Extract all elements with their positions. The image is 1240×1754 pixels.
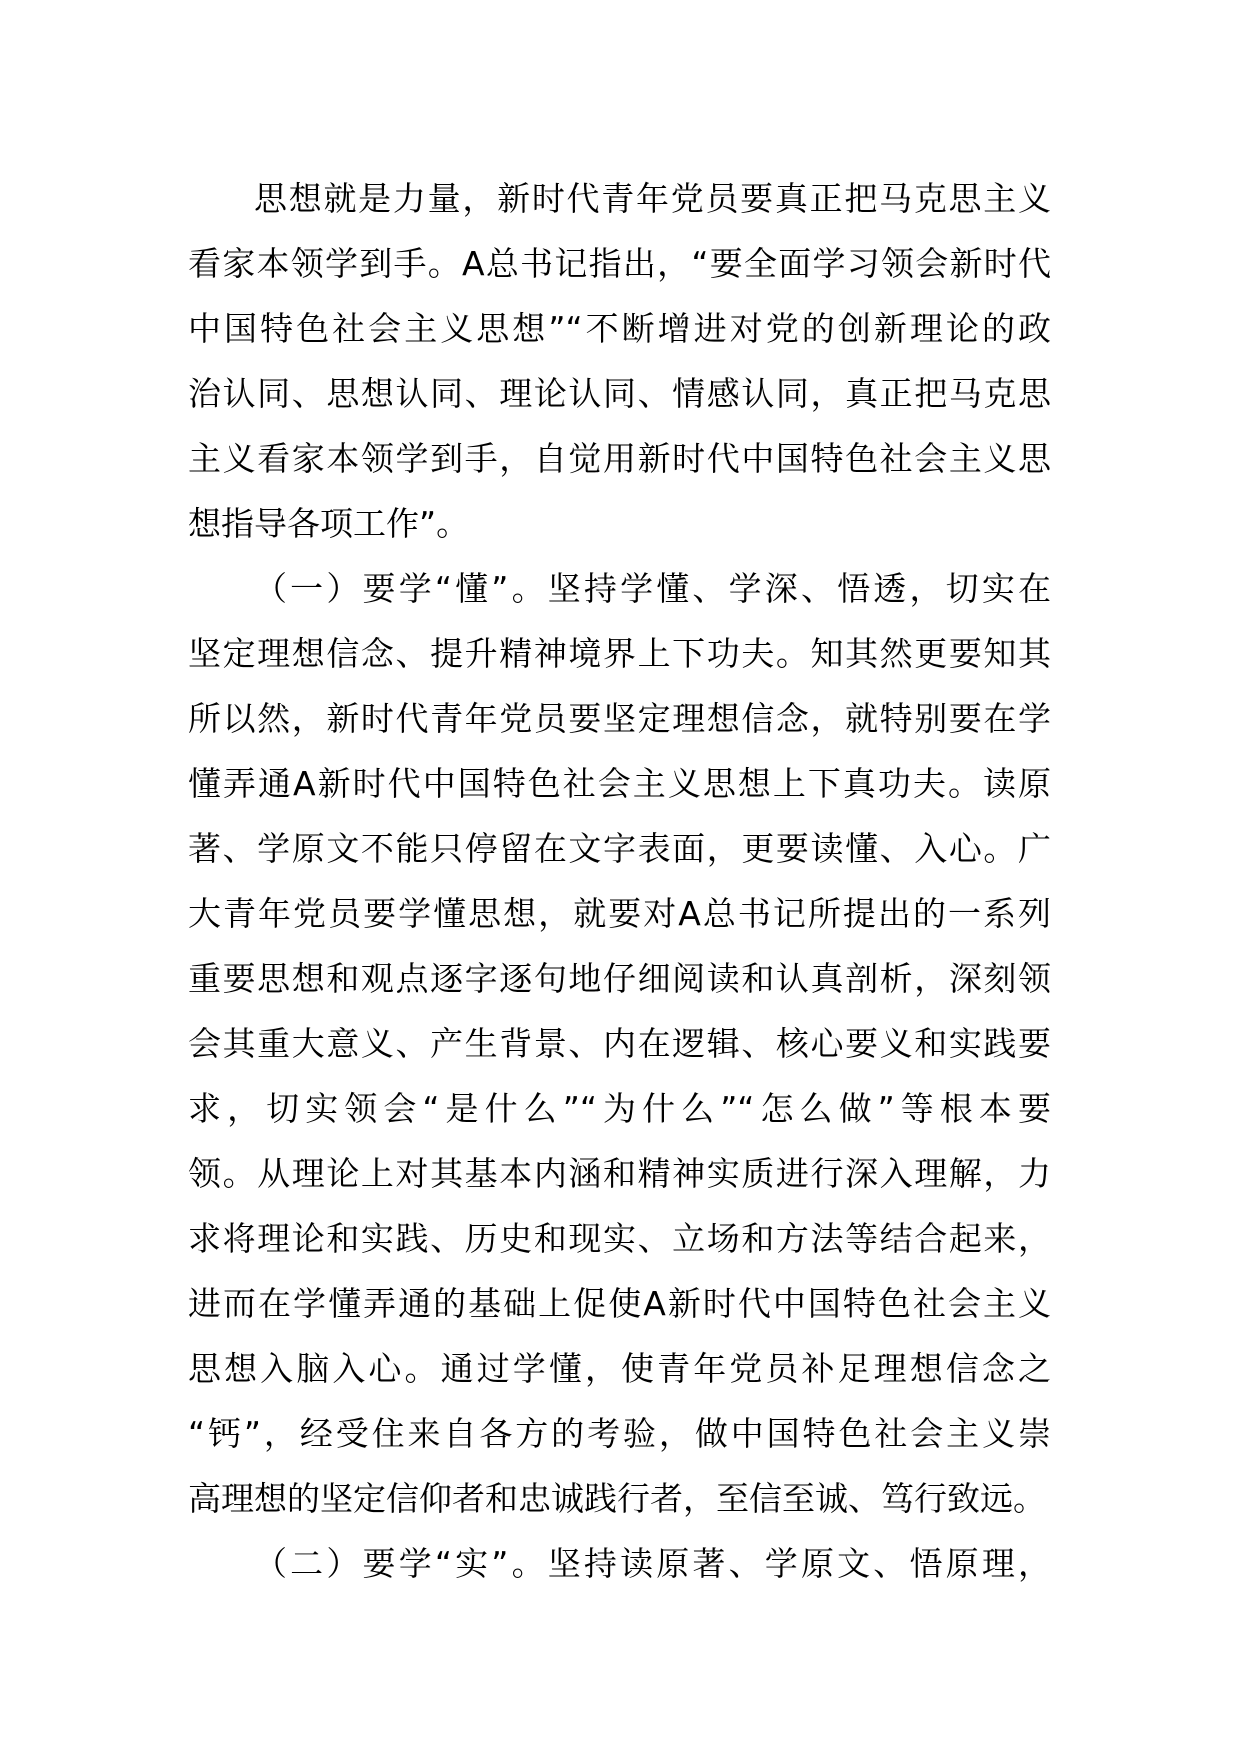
paragraph-line: 领。从理论上对其基本内涵和精神实质进行深入理解，力	[188, 1154, 1051, 1193]
paragraph-line: 重要思想和观点逐字逐句地仔细阅读和认真剖析，深刻领	[188, 959, 1051, 998]
paragraph-line: 所以然，新时代青年党员要坚定理想信念，就特别要在学	[188, 699, 1051, 738]
paragraph-line: 高理想的坚定信仰者和忠诚践行者，至信至诚、笃行致远。	[188, 1479, 1046, 1518]
paragraph-line: 治认同、思想认同、理论认同、情感认同，真正把马克思	[188, 374, 1051, 413]
paragraph-line: 进而在学懂弄通的基础上促使A新时代中国特色社会主义	[188, 1284, 1051, 1323]
paragraph-section-2	[188, 1531, 1051, 1596]
paragraph-line: 思想就是力量，新时代青年党员要真正把马克思主义	[254, 179, 1051, 218]
paragraph-line: 思想入脑入心。通过学懂，使青年党员补足理想信念之	[188, 1349, 1051, 1388]
document-body	[188, 166, 1051, 1596]
paragraph-line: 坚定理想信念、提升精神境界上下功夫。知其然更要知其	[188, 634, 1051, 673]
paragraph-line: 看家本领学到手。A总书记指出，“要全面学习领会新时代	[188, 244, 1051, 283]
paragraph-line: 中国特色社会主义思想”“不断增进对党的创新理论的政	[188, 309, 1051, 348]
paragraph-intro	[188, 166, 1051, 556]
paragraph-line: 著、学原文不能只停留在文字表面，更要读懂、入心。广	[188, 829, 1051, 868]
paragraph-line: 想指导各项工作”。	[188, 504, 470, 543]
paragraph-line: 大青年党员要学懂思想，就要对A总书记所提出的一系列	[188, 894, 1051, 933]
section-heading-line: （一）要学“懂”。坚持学懂、学深、悟透，切实在	[254, 569, 1051, 608]
paragraph-line: 求将理论和实践、历史和现实、立场和方法等结合起来，	[188, 1219, 1051, 1258]
paragraph-section-1	[188, 556, 1051, 1531]
paragraph-line: “钙”，经受住来自各方的考验，做中国特色社会主义崇	[188, 1414, 1051, 1453]
paragraph-line: 会其重大意义、产生背景、内在逻辑、核心要义和实践要	[188, 1024, 1051, 1063]
section-heading-line: （二）要学“实”。坚持读原著、学原文、悟原理，	[254, 1544, 1051, 1583]
paragraph-line: 懂弄通A新时代中国特色社会主义思想上下真功夫。读原	[188, 764, 1051, 803]
paragraph-line: 主义看家本领学到手，自觉用新时代中国特色社会主义思	[188, 439, 1051, 478]
paragraph-line: 求，切实领会“是什么”“为什么”“怎么做”等根本要	[188, 1089, 1051, 1128]
